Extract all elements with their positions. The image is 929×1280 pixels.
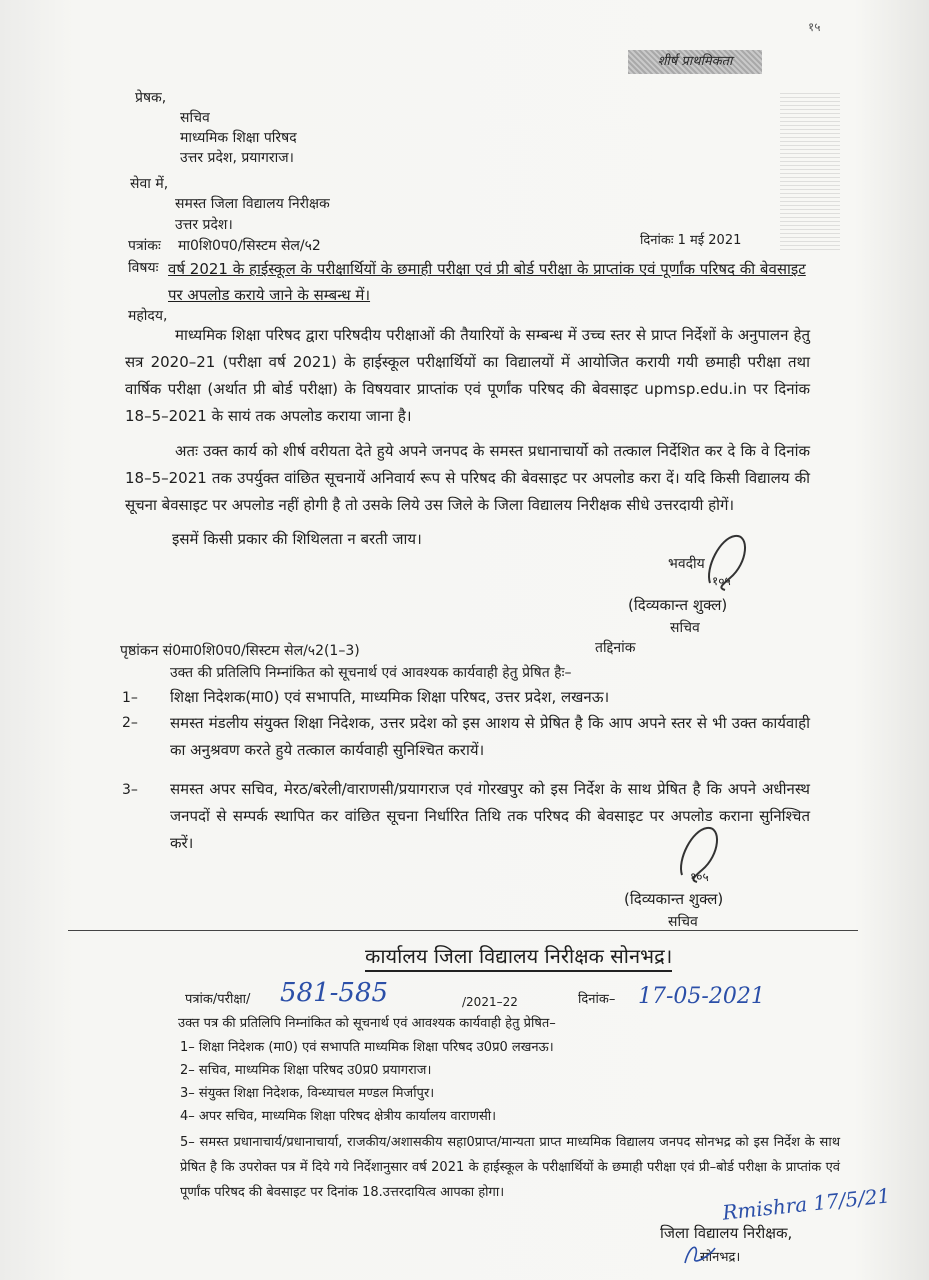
letter-date: दिनांकः 1 मई 2021 bbox=[640, 233, 742, 248]
endorsement-item-num: 1– bbox=[122, 690, 138, 706]
to-line-2: उत्तर प्रदेश। bbox=[175, 217, 233, 233]
district-item bbox=[180, 1063, 431, 1079]
endorsement-item-text: समस्त अपर सचिव, मेरठ/बरेली/वाराणसी/प्रयागराज एवं गोरखपुर को इस निर्देश के साथ प्रेषित है कि अपने अधीनस्थ जनपदों से सम्पर्क स्थापित कर वांछित सूचना निर्धारित तिथि तक परिषद की बेवसाइट पर अपलोड कराना सुनिश्चित करें। bbox=[170, 780, 810, 852]
scan-noise bbox=[780, 90, 840, 250]
district-ref-year: /2021–22 bbox=[462, 995, 518, 1009]
corner-mark: १५ bbox=[808, 20, 821, 34]
district-item-num: 1– bbox=[180, 1040, 195, 1055]
district-intro: उक्त पत्र की प्रतिलिपि निम्नांकित को सूचनार्थ एवं आवश्यक कार्यवाही हेतु प्रेषित– bbox=[178, 1016, 556, 1031]
district-sign-title: जिला विद्यालय निरीक्षक, bbox=[660, 1224, 793, 1242]
district-item-text: सचिव, माध्यमिक शिक्षा परिषद उ0प्र0 प्रयागराज। bbox=[198, 1063, 432, 1078]
district-office-heading: कार्यालय जिला विद्यालय निरीक्षक सोनभद्र। bbox=[365, 942, 672, 972]
paragraph-3: इसमें किसी प्रकार की शिथिलता न बरती जाय। bbox=[172, 530, 422, 548]
ref-label: पत्रांकः bbox=[128, 238, 161, 254]
district-signature-stroke bbox=[680, 1238, 720, 1268]
district-item-text: अपर सचिव, माध्यमिक शिक्षा परिषद क्षेत्रीय कार्यालय वाराणसी। bbox=[198, 1109, 497, 1124]
section-divider bbox=[68, 930, 858, 931]
district-item bbox=[180, 1086, 434, 1102]
district-item bbox=[180, 1109, 496, 1125]
district-item bbox=[180, 1040, 554, 1056]
district-item-num: 2– bbox=[180, 1063, 195, 1078]
district-item-text: संयुक्त शिक्षा निदेशक, विन्ध्याचल मण्डल मिर्जापुर। bbox=[198, 1086, 435, 1101]
signature-initial-1: १०५ bbox=[712, 574, 731, 588]
endorsement-item-text: शिक्षा निदेशक(मा0) एवं सभापति, माध्यमिक शिक्षा परिषद, उत्तर प्रदेश, लखनऊ। bbox=[170, 688, 610, 706]
district-item-5 bbox=[180, 1130, 840, 1205]
signer-title-1: सचिव bbox=[670, 620, 700, 636]
district-date-value: 17-05-2021 bbox=[638, 984, 765, 1009]
closing-bhavdiya: भवदीय bbox=[668, 556, 705, 572]
sender-line-3: उत्तर प्रदेश, प्रयागराज। bbox=[180, 150, 294, 166]
district-item-num: 4– bbox=[180, 1109, 195, 1124]
endorsement-intro: उक्त की प्रतिलिपि निम्नांकित को सूचनार्थ एवं आवश्यक कार्यवाही हेतु प्रेषित हैः– bbox=[170, 665, 572, 681]
signature-initial-2: १०५ bbox=[690, 870, 709, 884]
paragraph-1: माध्यमिक शिक्षा परिषद द्वारा परिषदीय परीक्षाओं की तैयारियों के सम्बन्ध में उच्च स्तर से प्राप्त निर्देशों के अनुपालन हेतु सत्र 2020–21 (परीक्षा वर्ष 2021) के हाईस्कूल परीक्षार्थियों का विद्यालयों में आयोजित करायी गयी छमाही परीक्षा तथा वार्षिक परीक्षा (अर्थात प्री बोर्ड परीक्षा) के विषयवार प्राप्तांक एवं पूर्णांक परिषद की बेवसाइट upmsp.edu.in पर दिनांक 18–5–2021 के सायं तक अपलोड कराया जाना है। bbox=[125, 326, 810, 425]
salutation: महोदय, bbox=[128, 308, 168, 324]
endorsement-item-num: 2– bbox=[122, 715, 138, 731]
district-ref-label: पत्रांक/परीक्षा/ bbox=[185, 992, 251, 1007]
signer-name-1: (दिव्यकान्त शुक्ल) bbox=[628, 596, 728, 614]
district-item-text: शिक्षा निदेशक (मा0) एवं सभापति माध्यमिक शिक्षा परिषद उ0प्र0 लखनऊ। bbox=[198, 1040, 554, 1055]
district-ref-number: 581-585 bbox=[280, 978, 389, 1008]
signer-name-2: (दिव्यकान्त शुक्ल) bbox=[624, 890, 724, 908]
sender-line-2: माध्यमिक शिक्षा परिषद bbox=[180, 130, 297, 146]
endorsement-ref: पृष्ठांकन सं0मा0शि0प0/सिस्टम सेल/५2(1–3) bbox=[120, 643, 360, 659]
endorsement-item-text: समस्त मंडलीय संयुक्त शिक्षा निदेशक, उत्तर प्रदेश को इस आशय से प्रेषित है कि आप अपने स्तर से भी उक्त कार्यवाही का अनुश्रवण करते हुये तत्काल कार्यवाही सुनिश्चित करायें। bbox=[170, 714, 810, 759]
district-item-num: 3– bbox=[180, 1086, 195, 1101]
district-handwritten-signature: Rmishra 17/5/21 bbox=[721, 1183, 892, 1225]
ref-value: मा0शि0प0/सिस्टम सेल/५2 bbox=[178, 238, 321, 254]
endorsement-item-num: 3– bbox=[122, 782, 138, 798]
subject-text: वर्ष 2021 के हाईस्कूल के परीक्षार्थियों के छमाही परीक्षा एवं प्री बोर्ड परीक्षा के प्राप्तांक एवं पूर्णांक परिषद की बेवसाइट पर अपलोड कराये जाने के सम्बन्ध में। bbox=[168, 260, 806, 304]
to-line-1: समस्त जिला विद्यालय निरीक्षक bbox=[175, 196, 330, 212]
to-label: सेवा में, bbox=[130, 176, 169, 192]
district-item-num: 5– bbox=[180, 1135, 195, 1150]
district-date-label: दिनांक– bbox=[578, 992, 616, 1007]
priority-stamp: शीर्ष प्राथमिकता bbox=[628, 50, 762, 74]
district-sign-place: सोनभद्र। bbox=[700, 1250, 741, 1265]
district-item-text: समस्त प्रधानाचार्य/प्रधानाचार्या, राजकीय/अशासकीय सहा0प्राप्त/मान्यता प्राप्त माध्यमिक विद्यालय जनपद सोनभद्र को इस निर्देश के साथ प्रेषित है कि उपरोक्त पत्र में दिये गये निर्देशानुसार वर्ष 2021 के हाईस्कूल के परीक्षार्थियों के छमाही परीक्षा एवं प्री–बोर्ड परीक्षा के प्राप्तांक एवं पूर्णांक परिषद की बेवसाइट पर दिनांक 18.उत्तरदायित्व आपका होगा। bbox=[180, 1135, 840, 1200]
sender-line-1: सचिव bbox=[180, 110, 210, 126]
signer-title-2: सचिव bbox=[668, 914, 698, 930]
sender-label: प्रेषक, bbox=[135, 90, 167, 106]
subject-label: विषयः bbox=[128, 260, 159, 276]
endorsement-same-date: तद्दिनांक bbox=[595, 640, 636, 656]
paragraph-2: अतः उक्त कार्य को शीर्ष वरीयता देते हुये अपने जनपद के समस्त प्रधानाचार्यो को तत्काल निर्देशित कर दे कि वे दिनांक 18–5–2021 तक उपर्युक्त वांछित सूचनायें अनिवार्य रूप से परिषद की बेवसाइट पर अपलोड करा दें। यदि किसी विद्यालय की सूचना बेवसाइट पर अपलोड नहीं होगी है तो उसके लिये उस जिले के जिला विद्यालय निरीक्षक सीधे उत्तरदायी होगें। bbox=[125, 442, 810, 514]
